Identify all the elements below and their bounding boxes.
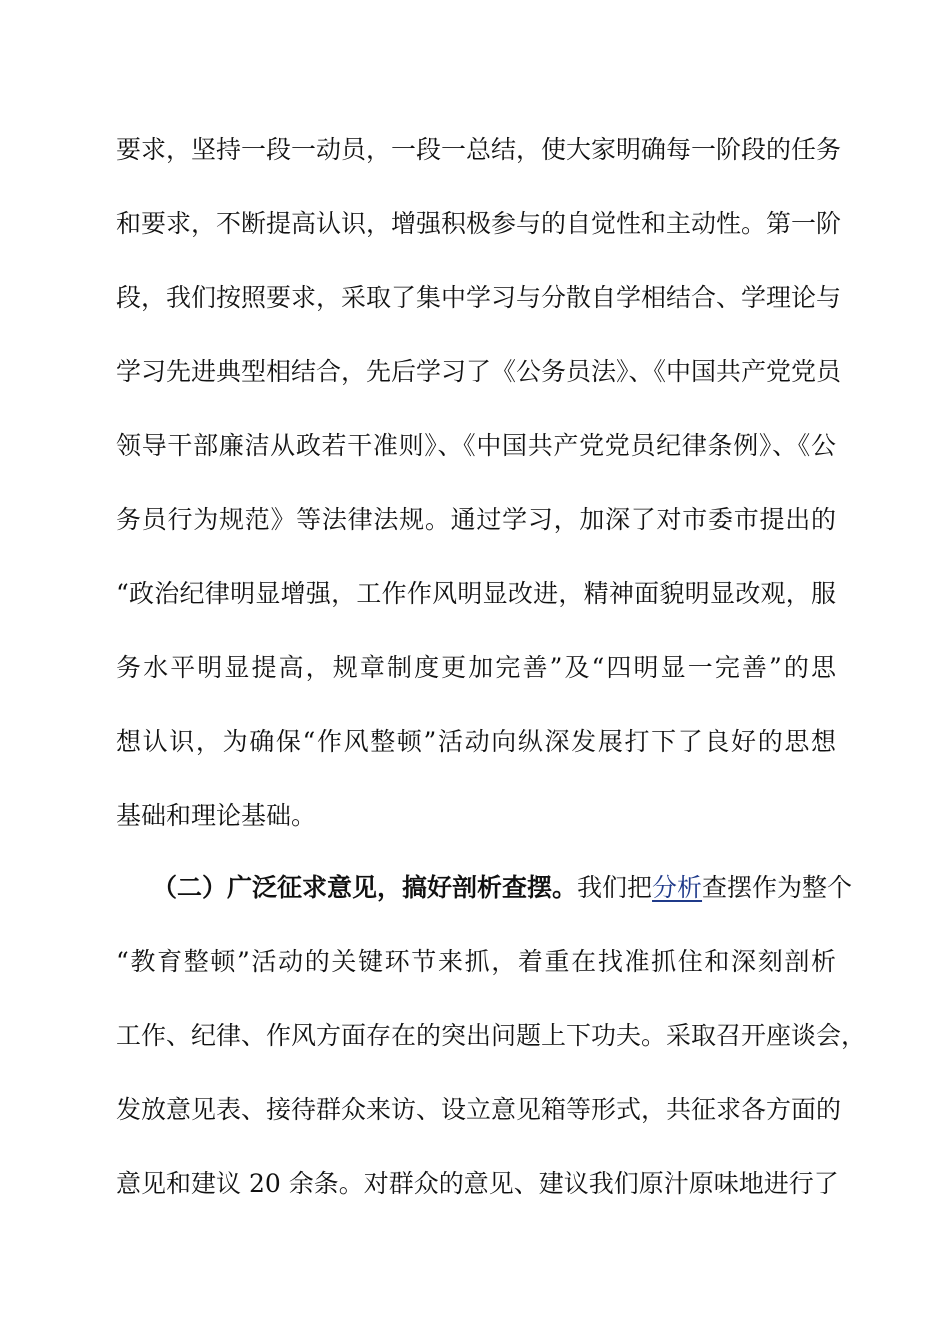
paragraph-line: “政治纪律明显增强，工作作风明显改进，精神面貌明显改观，服 (116, 579, 836, 608)
paragraph-line: 段，我们按照要求，采取了集中学习与分散自学相结合、学理论与 (116, 283, 842, 312)
paragraph-line: 学习先进典型相结合，先后学习了《公务员法》、《中国共产党党员 (116, 357, 842, 386)
section-heading: （二）广泛征求意见，搞好剖析查摆。 (152, 873, 578, 902)
paragraph-line: 基础和理论基础。 (116, 801, 317, 830)
section-heading-line (152, 868, 853, 908)
paragraph-line: 想认识，为确保“作风整顿”活动向纵深发展打下了良好的思想 (116, 727, 836, 756)
section-lead-text: 我们把 (577, 873, 653, 902)
paragraph-line: 工作、纪律、作风方面存在的突出问题上下功夫。采取召开座谈会， (116, 1021, 867, 1050)
paragraph-line: 和要求，不断提高认识，增强积极参与的自觉性和主动性。第一阶 (116, 209, 842, 238)
paragraph-line: 领导干部廉洁从政若干准则》、《中国共产党党员纪律条例》、《公 (116, 431, 836, 460)
paragraph-line: 务水平明显提高，规章制度更加完善”及“四明显一完善”的思 (116, 653, 836, 682)
section-rest-text: 查摆作为整个 (702, 873, 853, 902)
paragraph-line: 务员行为规范》等法律法规。通过学习，加深了对市委市提出的 (116, 505, 836, 534)
analysis-link[interactable]: 分析 (652, 873, 703, 902)
paragraph-line: “教育整顿”活动的关键环节来抓，着重在找准抓住和深刻剖析 (116, 947, 836, 976)
paragraph-line: 发放意见表、接待群众来访、设立意见箱等形式，共征求各方面的 (116, 1095, 842, 1124)
paragraph-line: 要求，坚持一段一动员，一段一总结，使大家明确每一阶段的任务 (116, 135, 842, 164)
paragraph-line: 意见和建议 20 余条。对群众的意见、建议我们原汁原味地进行了 (116, 1169, 839, 1198)
